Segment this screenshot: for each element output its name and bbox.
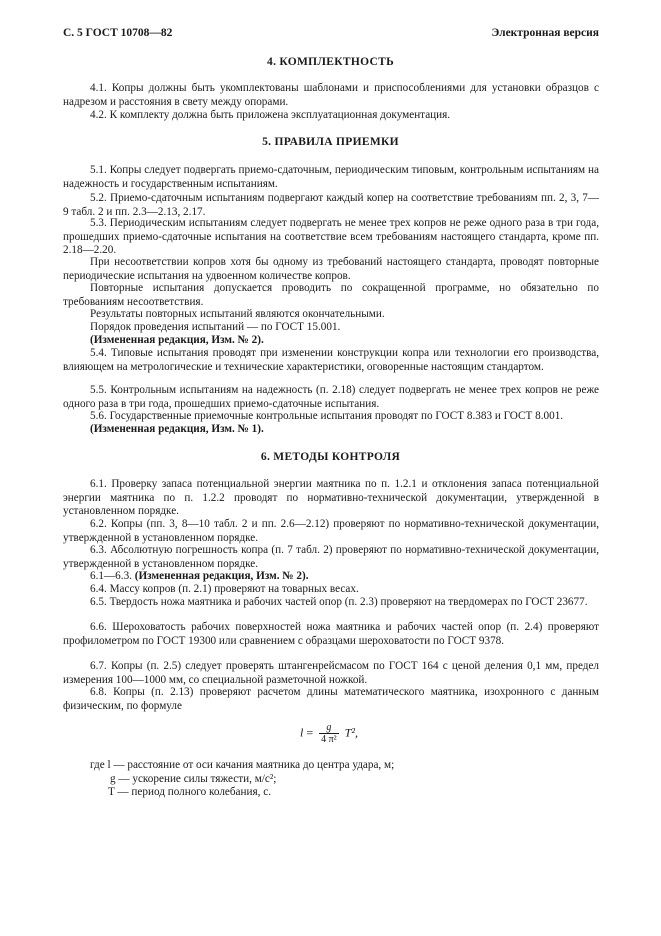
formula-numerator: g [319, 722, 339, 734]
formula-denominator: 4 π² [321, 734, 337, 745]
paragraph-6-2: 6.2. Копры (пп. 3, 8—10 табл. 2 и пп. 2.6—2.12) проверяют по нормативно-технической документации, утвержденной в установленном порядке. [63, 518, 599, 544]
paragraph-4-1: 4.1. Копры должны быть укомплектованы шаблонами и приспособлениями для установки образцов с надрезом и расстояния в свету между опорами. [63, 82, 599, 108]
paragraph-5-3-nonconformity: При несоответствии копров хотя бы одному из требований настоящего стандарта, проводят повторные периодические испытания на удвоенном количестве копров. [63, 256, 599, 282]
paragraph-6-3: 6.3. Абсолютную погрешность копра (п. 7 табл. 2) проверяют по нормативно-технической документации, утвержденной в установленном порядке. [63, 544, 599, 570]
paragraph-6-7: 6.7. Копры (п. 2.5) следует проверять штангенрейсмасом по ГОСТ 164 с ценой деления 0,1 мм, предел измерения 100—1000 мм, со специальной разметочной ножкой. [63, 660, 599, 686]
paragraph-5-2: 5.2. Приемо-сдаточным испытаниям подвергают каждый копер на соответствие требованиям пп. 2, 3, 7—9 табл. 2 и пп. 2.3—2.13, 2.17. [63, 192, 599, 218]
formula-fraction [319, 722, 339, 745]
paragraph-4-2: 4.2. К комплекту должна быть приложена эксплуатационная документация. [90, 109, 451, 121]
section-4-title: 4. КОМПЛЕКТНОСТЬ [267, 56, 394, 68]
header-standard-ref: С. 5 ГОСТ 10708—82 [63, 27, 173, 39]
paragraph-6-1: 6.1. Проверку запаса потенциальной энергии маятника по п. 1.2.1 и отклонения запаса потенциальной энергии маятника по п. 1.2.2 проводят по нормативно-технической документации, утвержденной в установленном порядке. [63, 478, 599, 518]
legend-t: T — период полного колебания, с. [108, 786, 271, 798]
paragraph-6-5: 6.5. Твердость ножа маятника и рабочих частей опор (п. 2.3) проверяют на твердомерах по ГОСТ 23677. [90, 596, 588, 608]
paragraph-6-6: 6.6. Шероховатость рабочих поверхностей ножа маятника и рабочих частей опор (п. 2.4) проверяют профилометром по ГОСТ 19300 или сравнением с образцами шероховатости по ГОСТ 9378. [63, 621, 599, 647]
paragraph-5-4: 5.4. Типовые испытания проводят при изменении конструкции копра или технологии его производства, влияющем на метрологические и технические характеристики, оговоренные настоящим стандартом. [63, 347, 599, 373]
header-edition: Электронная версия [491, 27, 599, 39]
amendment-note: (Измененная редакция, Изм. № 1). [90, 423, 264, 435]
paragraph-5-1: 5.1. Копры следует подвергать приемо-сдаточным, периодическим типовым, контрольным испытаниям на надежность и государственным испытаниям. [63, 164, 599, 190]
paragraph-5-3-repeat: Повторные испытания допускается проводить по сокращенной программе, но обязательно по требованиям несоответствия. [63, 282, 599, 308]
section-5-title: 5. ПРАВИЛА ПРИЕМКИ [262, 136, 399, 148]
formula-lhs: l [300, 725, 304, 740]
paragraph-5-6: 5.6. Государственные приемочные контрольные испытания проводят по ГОСТ 8.383 и ГОСТ 8.001. [90, 410, 564, 422]
legend-g: g — ускорение силы тяжести, м/с²; [110, 773, 277, 785]
paragraph-5-3: 5.3. Периодическим испытаниям следует подвергать не менее трех копров не реже одного раза в три года, прошедших приемо-сдаточные испытания на соответствие всем требованиям настоящего стандарта, кроме пп. 2.18—2.20. [63, 217, 599, 257]
amendment-note: (Измененная редакция, Изм. № 2). [134, 570, 309, 582]
legend-l: где l — расстояние от оси качания маятника до центра удара, м; [90, 759, 395, 771]
formula-rhs: T², [344, 725, 358, 740]
paragraph-6-4: 6.4. Массу копров (п. 2.1) проверяют на товарных весах. [90, 583, 359, 595]
section-6-title: 6. МЕТОДЫ КОНТРОЛЯ [260, 451, 401, 463]
paragraph-6-1-6-3-amendment [63, 570, 599, 584]
paragraph-5-3-results: Результаты повторных испытаний являются окончательными. [90, 308, 385, 320]
paragraph-5-3-procedure: Порядок проведения испытаний — по ГОСТ 15.001. [90, 321, 341, 333]
paragraph-6-8: 6.8. Копры (п. 2.13) проверяют расчетом длины математического маятника, изохронного с данным физическим, по формуле [63, 686, 599, 712]
amendment-note: (Измененная редакция, Изм. № 2). [90, 334, 264, 346]
formula-equals: = [306, 725, 314, 740]
range-label: 6.1—6.3. [90, 570, 132, 582]
pendulum-length-formula [300, 722, 358, 745]
paragraph-5-5: 5.5. Контрольным испытаниям на надежность (п. 2.18) следует подвергать не менее трех копров не реже одного раза в три года, прошедших приемо-сдаточные испытания. [63, 384, 599, 410]
